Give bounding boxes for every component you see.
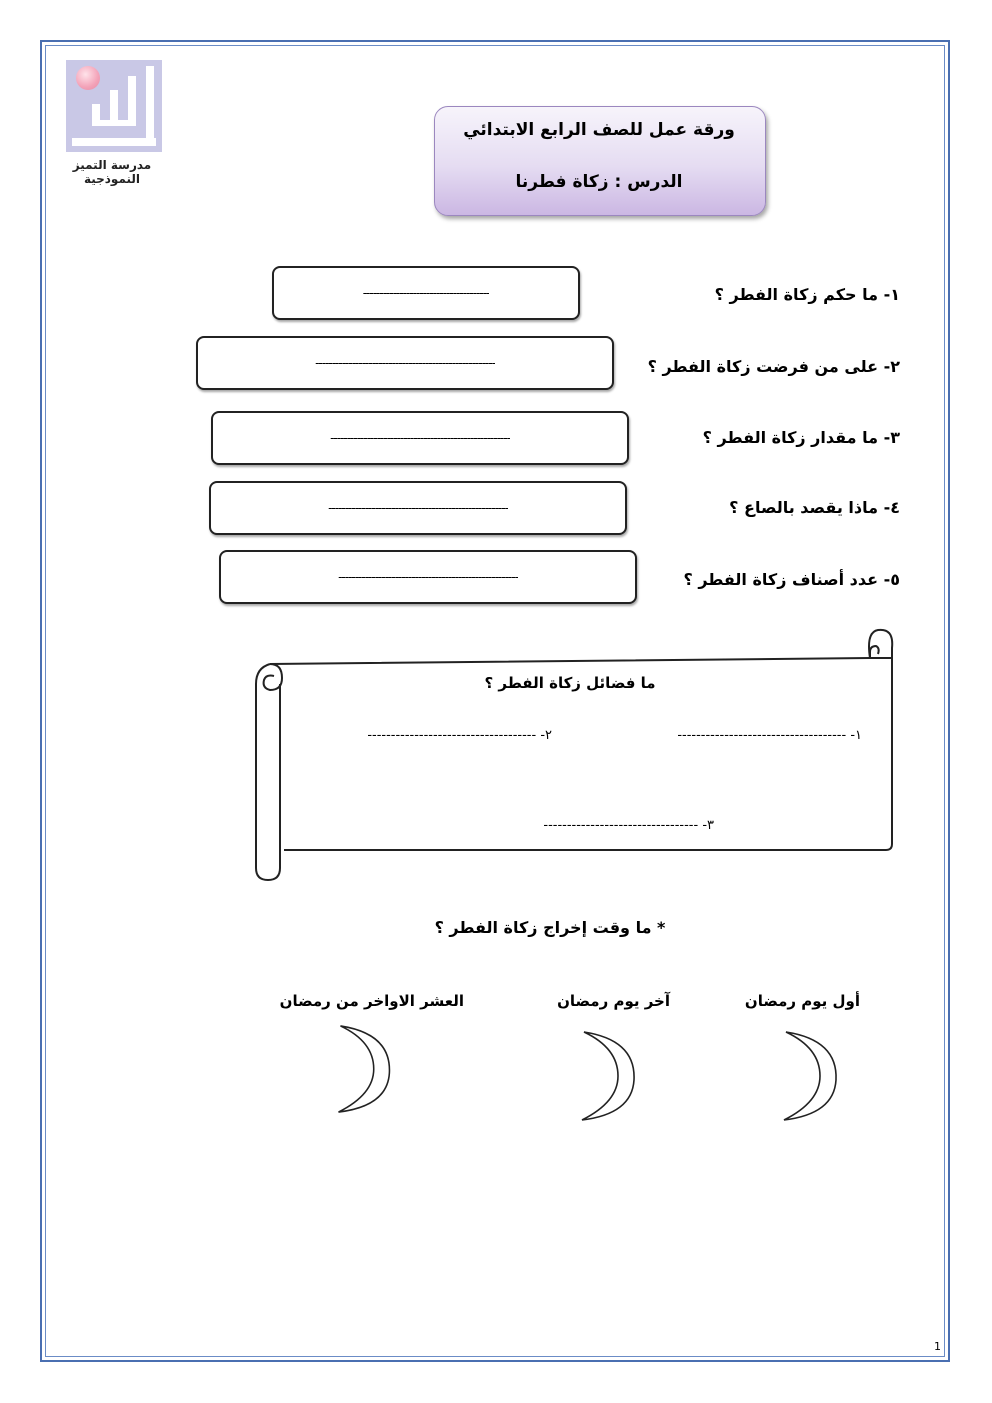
virtue-2[interactable]: ٢- ------------------------------------ — [367, 728, 552, 743]
question-5: ٥- عدد أصناف زكاة الفطر ؟ — [683, 570, 900, 589]
question-3: ٣- ما مقدار زكاة الفطر ؟ — [702, 428, 900, 447]
answer-line-2: ------------------------------------------------------ — [315, 356, 495, 370]
option-last-day[interactable]: آخر يوم رمضان — [557, 992, 670, 1010]
virtues-scroll — [248, 624, 898, 884]
lesson-title: الدرس : زكاة فطرنا — [515, 172, 683, 192]
question-4: ٤- ماذا يقصد بالصاع ؟ — [729, 498, 900, 517]
question-2: ٢- على من فرضت زكاة الفطر ؟ — [647, 357, 900, 376]
option-last-ten[interactable]: العشر الاواخر من رمضان — [279, 992, 464, 1010]
answer-box-3[interactable] — [211, 411, 629, 465]
answer-line-3: ------------------------------------------------------ — [330, 431, 510, 445]
logo-circle-icon — [76, 66, 100, 90]
virtues-title: ما فضائل زكاة الفطر ؟ — [484, 674, 656, 692]
virtue-3[interactable]: ٣- --------------------------------- — [543, 818, 714, 833]
crescent-icon-1[interactable] — [776, 1030, 840, 1122]
answer-line-5: ------------------------------------------------------ — [338, 570, 518, 584]
page-number: 1 — [934, 1340, 941, 1353]
school-name: مدرسة التميز النموذجية — [72, 158, 152, 186]
answer-box-5[interactable] — [219, 550, 637, 604]
crescent-icon-3[interactable] — [330, 1024, 394, 1114]
crescent-icon-2[interactable] — [574, 1030, 638, 1122]
question-1: ١- ما حكم زكاة الفطر ؟ — [714, 285, 900, 304]
time-question: * ما وقت إخراج زكاة الفطر ؟ — [434, 918, 666, 937]
answer-box-1[interactable] — [272, 266, 580, 320]
answer-box-2[interactable] — [196, 336, 614, 390]
virtue-1[interactable]: ١- ------------------------------------ — [677, 728, 862, 743]
answer-line-1: -------------------------------------- — [362, 286, 490, 300]
answer-line-4: ------------------------------------------------------ — [328, 501, 508, 515]
worksheet-title: ورقة عمل للصف الرابع الابتدائي — [463, 120, 735, 140]
option-first-day[interactable]: أول يوم رمضان — [744, 992, 860, 1010]
answer-box-4[interactable] — [209, 481, 627, 535]
